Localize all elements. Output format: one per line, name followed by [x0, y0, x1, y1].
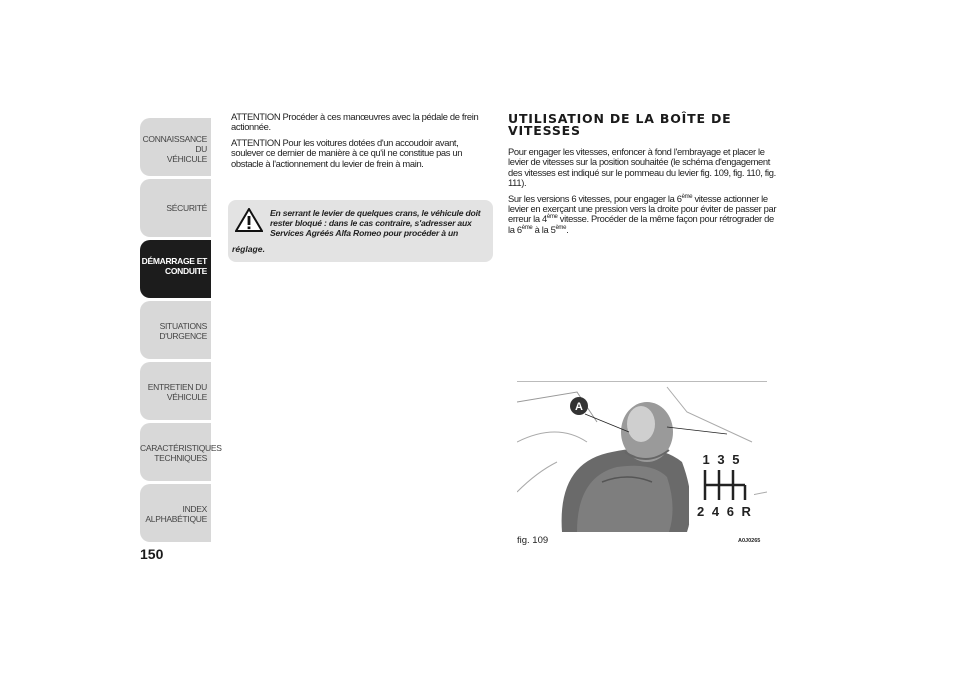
tab-label: INDEX ALPHABÉTIQUE — [145, 504, 207, 524]
warning-box — [228, 200, 493, 262]
gear-lever-figure — [517, 381, 767, 534]
tab-situations-d-urgence[interactable] — [140, 301, 211, 359]
section-title: UTILISATION DE LA BOÎTE DE VITESSES — [508, 111, 732, 138]
gear-paragraph-1: Pour engager les vitesses, enfoncer à fond l'embrayage et placer le levier de vitesses sur la position souhaitée (le schéma d'engagement des vitesses est indiqué sur le pommeau du levier fig. 109, fig. 110, fig. 111). — [508, 146, 776, 189]
tab-demarrage-et-conduite[interactable] — [140, 240, 211, 298]
tab-index-alphabetique[interactable] — [140, 484, 211, 542]
tab-connaissance-du-vehicule[interactable] — [140, 118, 211, 176]
tab-entretien-du-vehicule[interactable] — [140, 362, 211, 420]
page-number: 150 — [140, 546, 164, 562]
svg-text:A: A — [575, 401, 583, 413]
tab-label: SÉCURITÉ — [166, 203, 207, 213]
warning-text-tail: réglage. — [232, 244, 265, 254]
tab-caracteristiques-techniques[interactable] — [140, 423, 222, 481]
tab-securite[interactable] — [140, 179, 211, 237]
right-column — [508, 113, 780, 240]
gear-paragraph-2: Sur les versions 6 vitesses, pour engager la 6ème vitesse actionner le levier en exerçant une pression vers la droite pour éviter de passer par erreur la 4ème vitesse. Procéder de la même façon pour rétrograder de la 6ème à la 5ème. — [508, 192, 777, 235]
warning-triangle-icon — [235, 208, 263, 232]
attention-paragraph-2: ATTENTION Pour les voitures dotées d'un accoudoir avant, soulever ce dernier de manière à ce qu'il ne constitue pas un obstacle à l'actionnement du levier de frein à main. — [231, 136, 463, 169]
left-column — [231, 112, 493, 174]
tab-label: CONNAISSANCE DU VÉHICULE — [142, 134, 207, 164]
figure-caption: fig. 109 — [517, 535, 549, 546]
tab-label: SITUATIONS D'URGENCE — [159, 321, 207, 341]
gear-numbers-top: 1 3 5 — [702, 452, 742, 467]
tab-label: ENTRETIEN DU VÉHICULE — [147, 382, 207, 402]
tab-label: CARACTÉRISTIQUES TECHNIQUES — [140, 443, 222, 463]
tab-label: DÉMARRAGE ET CONDUITE — [141, 256, 207, 276]
gear-lever-illustration — [517, 382, 767, 534]
warning-text: En serrant le levier de quelques crans, le véhicule doit rester bloqué : dans le cas contraire, s'adresser aux Services Agréés Alfa Romeo pour procéder à un — [270, 208, 481, 238]
gear-numbers-bottom: 2 4 6 R — [697, 504, 753, 519]
attention-paragraph-1: ATTENTION Procéder à ces manœuvres avec la pédale de frein actionnée. — [231, 111, 479, 133]
figure-code: A0J0265 — [738, 538, 761, 544]
